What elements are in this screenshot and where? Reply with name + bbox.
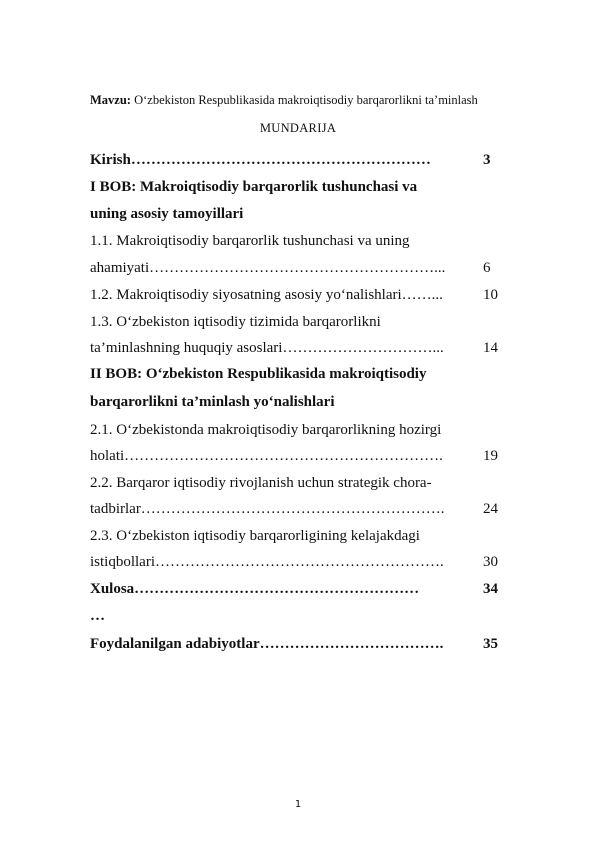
toc-chapter-2-line1: II BOB: O‘zbekiston Respublikasida makroiqtisodiy [90, 366, 427, 382]
toc-page-2-2: 24 [483, 501, 498, 517]
toc-section-1-2: 1.2. Makroiqtisodiy siyosatning asosiy yo‘nalishlari……... [90, 287, 443, 303]
page-number: 1 [294, 799, 302, 810]
toc-page-1-2: 10 [483, 287, 498, 303]
toc-page-foydalanilgan-adabiyotlar: 35 [483, 636, 498, 652]
toc-section-2-3-line2: istiqbollari…………………………………………………. [90, 554, 444, 570]
toc-chapter-2-line2: barqarorlikni ta’minlash yo‘nalishlari [90, 394, 335, 410]
toc-chapter-1-line2: uning asosiy tamoyillari [90, 206, 244, 222]
toc-section-1-3-line1: 1.3. O‘zbekiston iqtisodiy tizimida barqarorlikni [90, 314, 381, 330]
toc-page-2-1: 19 [483, 448, 498, 464]
toc-section-2-3-line1: 2.3. O‘zbekiston iqtisodiy barqarorligining kelajakdagi [90, 528, 420, 544]
toc-page-kirish: 3 [483, 152, 491, 168]
toc-section-1-1-line2: ahamiyati…………………………………………………... [90, 260, 446, 276]
toc-xulosa-continuation: … [90, 608, 105, 624]
toc-entry-kirish: Kirish…………………………………………………… [90, 152, 431, 168]
toc-chapter-1-line1: I BOB: Makroiqtisodiy barqarorlik tushunchasi va [90, 179, 418, 195]
toc-section-1-1-line1: 1.1. Makroiqtisodiy barqarorlik tushunchasi va uning [90, 233, 410, 249]
topic-label: Mavzu: [90, 93, 131, 107]
toc-section-2-1-line1: 2.1. O‘zbekistonda makroiqtisodiy barqarorlikning hozirgi [90, 422, 442, 438]
toc-section-2-1-line2: holati………………………………………………………. [90, 448, 443, 464]
toc-section-2-2-line2: tadbirlar……………………………………………………. [90, 501, 445, 517]
document-topic [90, 93, 478, 108]
toc-page-2-3: 30 [483, 554, 498, 570]
page-title: MUNDARIJA [259, 121, 337, 135]
toc-section-1-3-line2: ta’minlashning huquqiy asoslari…………………………... [90, 340, 444, 356]
toc-page-xulosa: 34 [483, 581, 498, 597]
toc-page-1-1: 6 [483, 260, 491, 276]
toc-entry-xulosa: Xulosa………………………………………………… [90, 581, 420, 597]
toc-entry-foydalanilgan-adabiyotlar: Foydalanilgan adabiyotlar………………………………. [90, 636, 444, 652]
topic-text: O‘zbekiston Respublikasida makroiqtisodiy barqarorlikni ta’minlash [130, 93, 478, 107]
toc-page-1-3: 14 [483, 340, 498, 356]
toc-section-2-2-line1: 2.2. Barqaror iqtisodiy rivojlanish uchun strategik chora- [90, 475, 432, 491]
